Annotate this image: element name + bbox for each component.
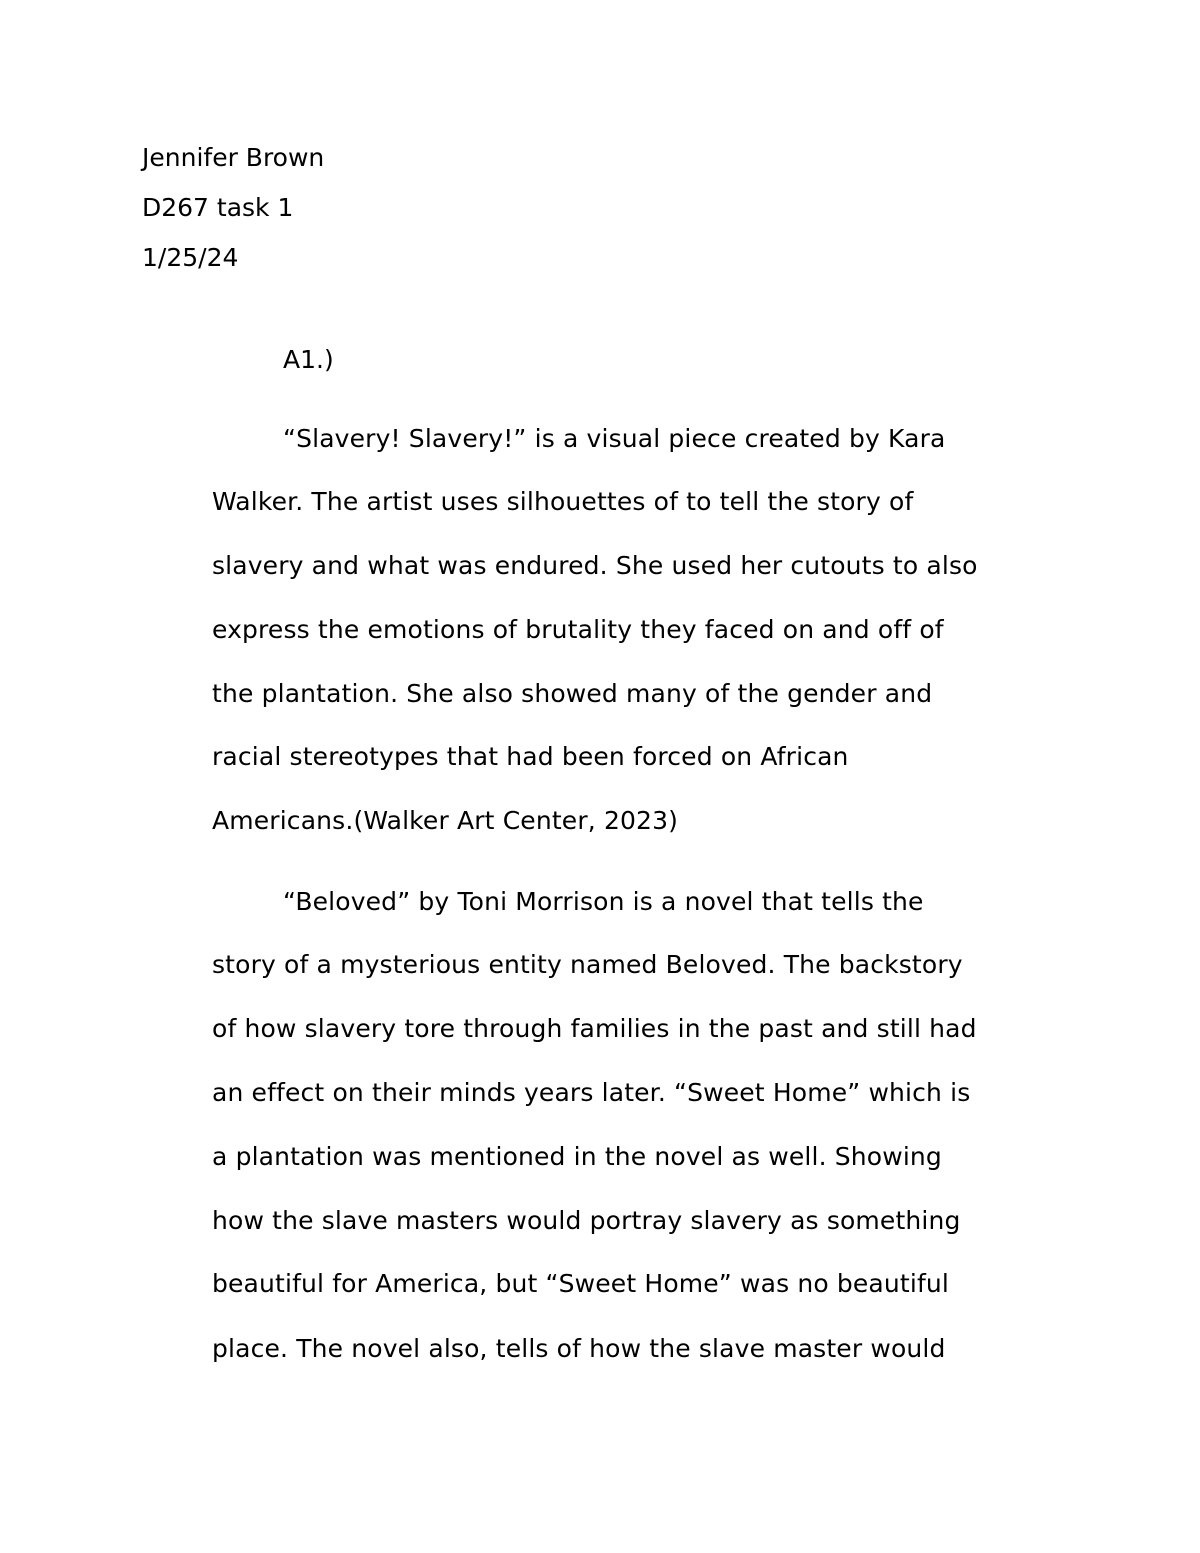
paragraph-line: place. The novel also, tells of how the slave master would (212, 1334, 946, 1363)
paragraph-line: beautiful for America, but “Sweet Home” was no beautiful (212, 1269, 949, 1298)
paragraph-line: of how slavery tore through families in the past and still had (212, 1014, 977, 1043)
paragraph-line: Walker. The artist uses silhouettes of to tell the story of (212, 487, 914, 516)
section-label: A1.) (283, 345, 334, 374)
paragraph-line: an effect on their minds years later. “Sweet Home” which is (212, 1078, 971, 1107)
document-date: 1/25/24 (142, 243, 239, 272)
paragraph-line: express the emotions of brutality they faced on and off of (212, 615, 944, 644)
paragraph-line: slavery and what was endured. She used her cutouts to also (212, 551, 978, 580)
paragraph-line: “Beloved” by Toni Morrison is a novel that tells the (283, 887, 924, 916)
paragraph-line: Americans.(Walker Art Center, 2023) (212, 806, 679, 835)
paragraph-line: the plantation. She also showed many of the gender and (212, 679, 933, 708)
paragraph-line: “Slavery! Slavery!” is a visual piece created by Kara (283, 424, 946, 453)
course-title: D267 task 1 (142, 193, 294, 222)
paragraph-line: a plantation was mentioned in the novel as well. Showing (212, 1142, 942, 1171)
paragraph-line: how the slave masters would portray slavery as something (212, 1206, 961, 1235)
paragraph-line: story of a mysterious entity named Beloved. The backstory (212, 950, 963, 979)
paragraph-line: racial stereotypes that had been forced on African (212, 742, 849, 771)
author-name: Jennifer Brown (142, 143, 325, 172)
